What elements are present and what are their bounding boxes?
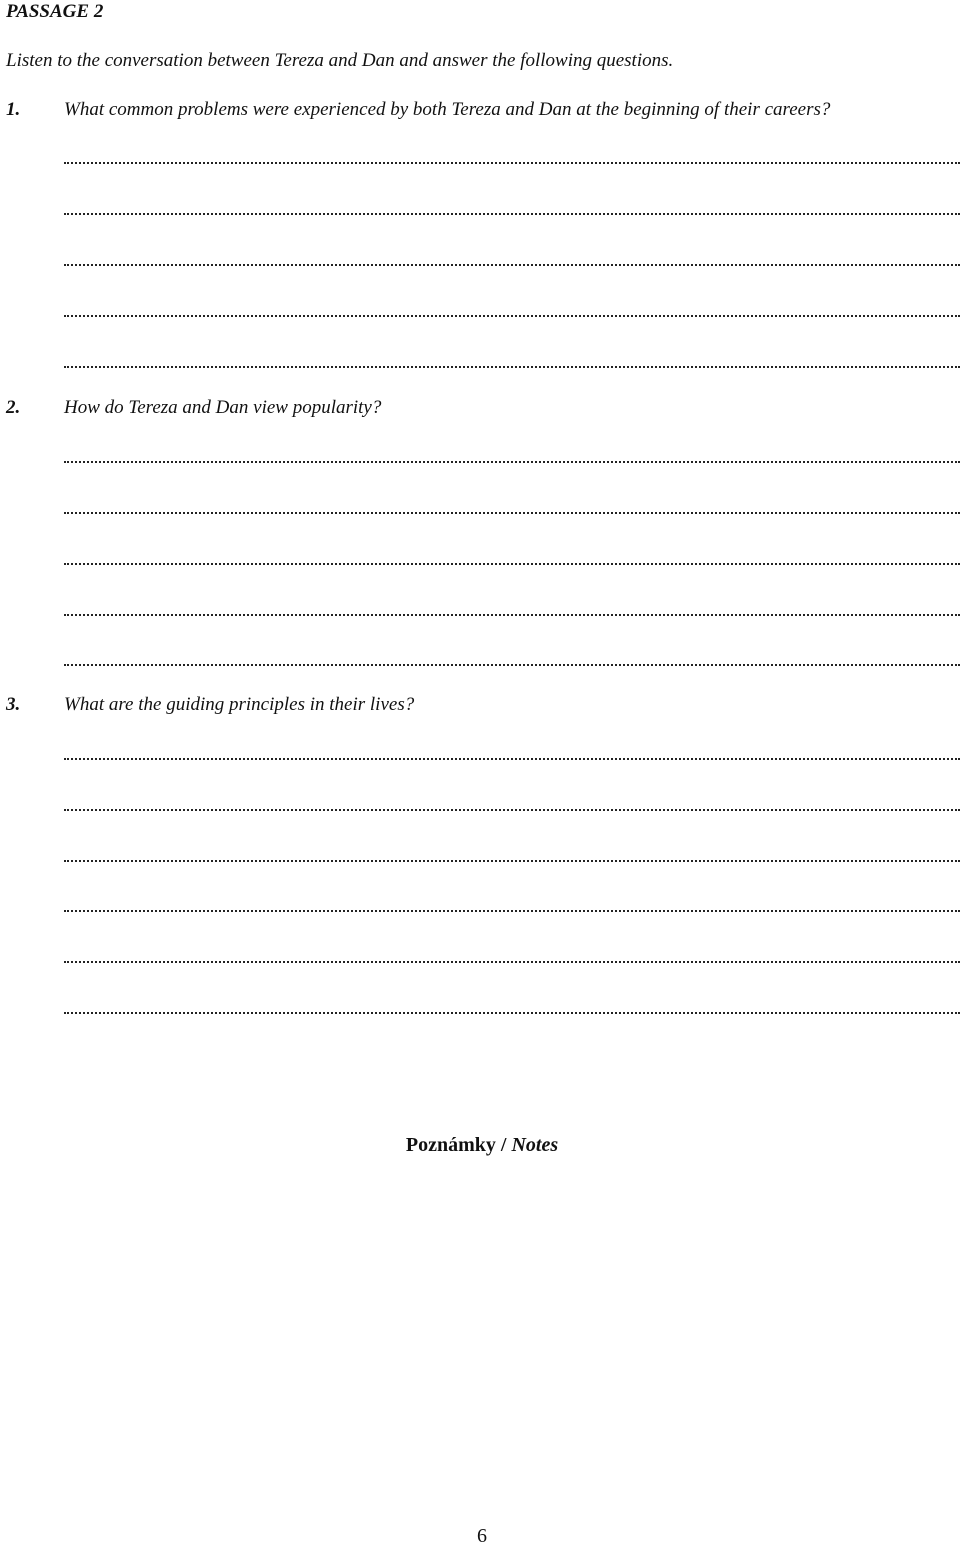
passage-title: PASSAGE 2 [6, 1, 104, 22]
answer-line-q2-4[interactable] [64, 614, 960, 616]
question-number: 1. [6, 99, 21, 120]
question-text: What common problems were experienced by both Tereza and Dan at the beginning of their careers? [64, 99, 831, 120]
answer-line-q3-6[interactable] [64, 1012, 960, 1014]
answer-line-q1-1[interactable] [64, 162, 960, 164]
question-3 [6, 693, 414, 717]
instructions: Listen to the conversation between Tereza and Dan and answer the following questions. [6, 50, 674, 71]
answer-line-q3-4[interactable] [64, 910, 960, 912]
page-number: 6 [477, 1525, 487, 1547]
notes-heading [0, 1132, 960, 1158]
question-text: What are the guiding principles in their lives? [64, 694, 415, 715]
question-2 [6, 396, 381, 420]
answer-line-q1-3[interactable] [64, 264, 960, 266]
question-text: How do Tereza and Dan view popularity? [64, 397, 382, 418]
answer-line-q2-2[interactable] [64, 512, 960, 514]
question-1 [6, 98, 830, 122]
answer-line-q2-1[interactable] [64, 461, 960, 463]
answer-line-q2-3[interactable] [64, 563, 960, 565]
answer-line-q1-2[interactable] [64, 213, 960, 215]
notes-heading-separator: / [495, 1134, 512, 1156]
answer-line-q3-3[interactable] [64, 860, 960, 862]
answer-line-q3-1[interactable] [64, 758, 960, 760]
answer-line-q3-2[interactable] [64, 809, 960, 811]
answer-line-q1-5[interactable] [64, 366, 960, 368]
notes-heading-english: Notes [511, 1134, 559, 1156]
answer-line-q2-5[interactable] [64, 664, 960, 666]
answer-line-q1-4[interactable] [64, 315, 960, 317]
notes-heading-czech: Poznámky [405, 1134, 496, 1156]
question-number: 2. [6, 397, 21, 418]
question-number: 3. [6, 694, 21, 715]
answer-line-q3-5[interactable] [64, 961, 960, 963]
